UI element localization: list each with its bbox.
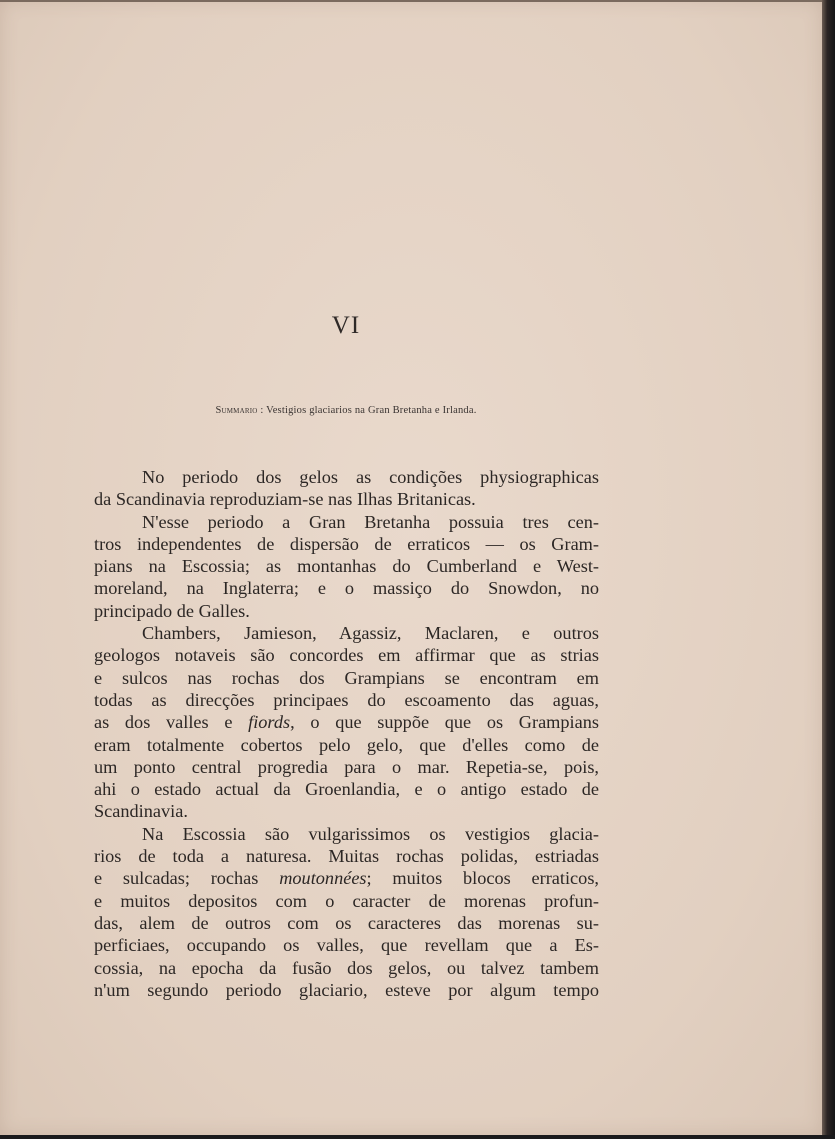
page-bottom-edge xyxy=(0,1135,835,1139)
text-line: cossia, na epocha da fusão dos gelos, ou talvez tambem xyxy=(94,957,599,978)
text-line: Scandinavia. xyxy=(94,801,188,822)
text-line: as dos valles e fiords, o que suppõe que os Grampians xyxy=(94,712,599,733)
chapter-number: VI xyxy=(331,312,361,339)
text-line: rios de toda a naturesa. Muitas rochas polidas, estriadas xyxy=(94,846,599,867)
text-line: Chambers, Jamieson, Agassiz, Maclaren, e outros xyxy=(142,623,599,644)
paragraph-2 xyxy=(94,511,599,622)
paragraph-4 xyxy=(94,823,599,1001)
text-line: No periodo dos gelos as condições physiographicas xyxy=(142,467,599,487)
text-line: Na Escossia são vulgarissimos os vestigios glacia- xyxy=(142,823,599,844)
text-line: perficiaes, occupando os valles, que revellam que a Es- xyxy=(94,935,599,956)
text-line: da Scandinavia reproduziam-se nas Ilhas Britanicas. xyxy=(94,489,476,510)
summary-text: Vestigios glaciarios na Gran Bretanha e Irlanda. xyxy=(266,405,477,416)
text-line: geologos notaveis são concordes em affirmar que as strias xyxy=(94,645,599,666)
body-text xyxy=(94,466,599,1001)
text-line: e sulcadas; rochas moutonnées; muitos blocos erraticos, xyxy=(94,868,599,889)
paragraph-1 xyxy=(94,466,599,511)
text-line: um ponto central progredia para o mar. Repetia-se, pois, xyxy=(94,756,599,777)
text-line: moreland, na Inglaterra; e o massiço do Snowdon, no xyxy=(94,578,599,599)
book-spine-edge xyxy=(822,0,835,1139)
page-top-edge xyxy=(0,0,822,2)
text-line: das, alem de outros com os caracteres das morenas su- xyxy=(94,912,599,933)
text-line: e sulcos nas rochas dos Grampians se encontram em xyxy=(94,667,599,688)
text-line: e muitos depositos com o caracter de morenas profun- xyxy=(94,890,599,911)
summary-label: Summario : xyxy=(215,405,264,416)
text-line: n'um segundo periodo glaciario, esteve por algum tempo xyxy=(94,979,599,1000)
text-line: ahi o estado actual da Groenlandia, e o antigo estado de xyxy=(94,779,599,800)
text-line: principado de Galles. xyxy=(94,600,250,621)
paragraph-3 xyxy=(94,622,599,823)
text-line: todas as direcções principaes do escoamento das aguas, xyxy=(94,689,599,710)
text-line: eram totalmente cobertos pelo gelo, que d'elles como de xyxy=(94,734,599,755)
text-line: N'esse periodo a Gran Bretanha possuia tres cen- xyxy=(142,511,599,532)
text-line: pians na Escossia; as montanhas do Cumberland e West- xyxy=(94,556,599,577)
chapter-summary xyxy=(0,405,692,416)
text-line: tros independentes de dispersão de erraticos — os Gram- xyxy=(94,533,599,554)
